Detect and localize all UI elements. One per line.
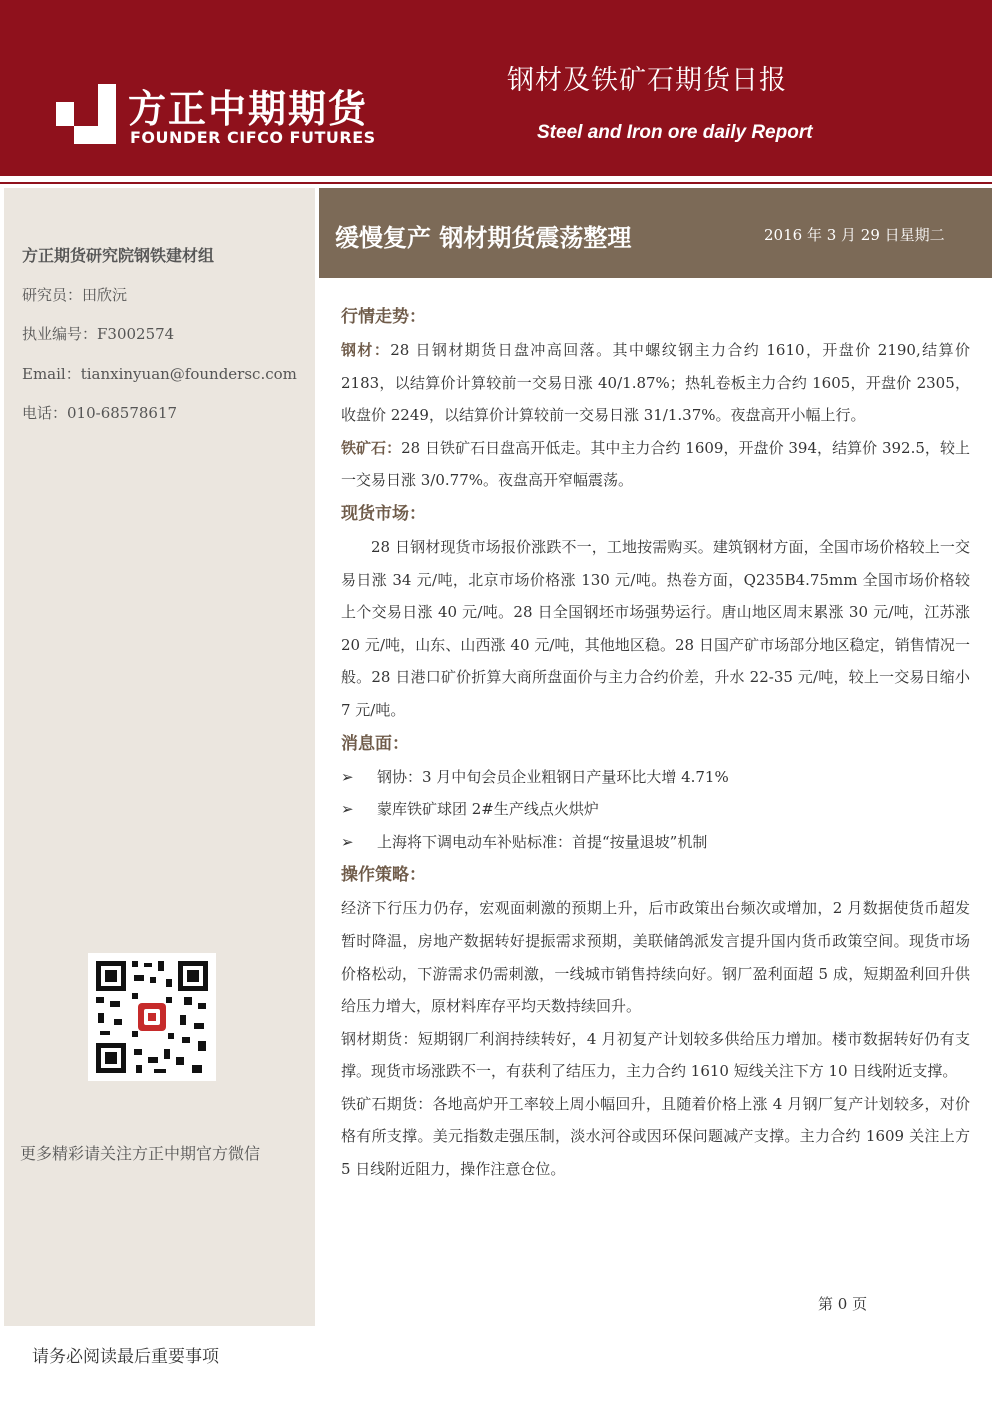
qr-code-icon[interactable] (88, 953, 216, 1081)
spot-heading: 现货市场： (341, 503, 426, 524)
news-item-text: 钢协：3 月中旬会员企业粗钢日产量环比大增 4.71% (377, 767, 729, 786)
bullet-arrow-icon: ➢ (341, 832, 354, 851)
bullet-arrow-icon: ➢ (341, 767, 354, 786)
page-number: 第 0 页 (818, 1295, 868, 1313)
steel-label: 钢材： (341, 341, 391, 359)
report-title-cn: 钢材及铁矿石期货日报 (507, 65, 787, 96)
logo-chinese-name: 方正中期期货 (128, 87, 369, 131)
news-item-text: 蒙库铁矿球团 2#生产线点火烘炉 (377, 800, 599, 819)
phone-contact: 电话：010-68578617 (22, 404, 178, 422)
strategy-heading: 操作策略： (341, 865, 426, 886)
wechat-follow-note: 更多精彩请关注方正中期官方微信 (20, 1144, 261, 1163)
ore-text: 28 日铁矿石日盘高开低走。其中主力合约 1609，开盘价 394，结算价 392.5，较上一交易日涨 3/0.77%。夜盘高开窄幅震荡。 (341, 438, 970, 490)
strategy-paragraph-macro: 经济下行压力仍存，宏观面刺激的预期上升，后市政策出台频次或增加，2 月数据使货币超发暂时降温，房地产数据转好提振需求预期，美联储鸽派发言提升国内货币政策空间。现货市场价格松动，下游需求仍需刺激，一线城市销售持续向好。钢厂盈利面超 5 成，短期盈利回升供给压力增大，原材料库存平均天数持续回升。 (341, 899, 970, 1016)
list-item (341, 793, 970, 826)
logo-english-name: FOUNDER CIFCO FUTURES (130, 128, 376, 147)
ore-paragraph (341, 432, 970, 497)
steel-paragraph (341, 334, 970, 432)
news-list (341, 761, 970, 859)
news-item-text: 上海将下调电动车补贴标准：首提“按量退坡”机制 (377, 832, 708, 851)
news-heading: 消息面： (341, 733, 409, 754)
market-heading: 行情走势： (341, 307, 426, 327)
ore-label: 铁矿石： (341, 438, 402, 457)
steel-text: 28 日钢材期货日盘冲高回落。其中螺纹钢主力合约 1610，开盘价 2190,结算价 2183，以结算价计算较前一交易日涨 40/1.87%；热轧卷板主力合约 1605，开盘价 2305，收盘价 2249，以结算价计算较前一交易日涨 31/1.37%。夜盘高开小幅上行。 (341, 341, 970, 425)
strategy-paragraph-ore: 铁矿石期货：各地高炉开工率较上周小幅回升，且随着价格上涨 4 月钢厂复产计划较多，对价格有所支撑。美元指数走强压制，淡水河谷或因环保问题减产支撑。主力合约 1609 关注上方 5 日线附近阻力，操作注意仓位。 (341, 1094, 970, 1179)
list-item (341, 826, 970, 859)
list-item (341, 761, 970, 794)
strategy-paragraph-steel: 钢材期货：短期钢厂利润持续转好，4 月初复产计划较多供给压力增加。楼市数据转好仍有支撑。现货市场涨跌不一，有获利了结压力，主力合约 1610 短线关注下方 10 日线附近支撑。 (341, 1029, 970, 1081)
email-contact[interactable]: Email：tianxinyuan@foundersc.com (22, 365, 297, 383)
disclaimer-notice: 请务必阅读最后重要事项 (32, 1347, 219, 1367)
report-title-en: Steel and Iron ore daily Report (537, 122, 813, 143)
header-divider (0, 182, 992, 184)
license-number: 执业编号：F3002574 (22, 325, 175, 343)
spot-paragraph: 28 日钢材现货市场报价涨跌不一，工地按需购买。建筑钢材方面，全国市场价格较上一交易日涨 34 元/吨，北京市场价格涨 130 元/吨。热卷方面，Q235B4.75mm 全国市场价格较上个交易日涨 40 元/吨。28 日全国钢坯市场强势运行。唐山地区周末累涨 30 元/吨，江苏涨 20 元/吨，山东、山西涨 40 元/吨，其他地区稳。28 日国产矿市场部分地区稳定，销售情况一般。28 日港口矿价折算大商所盘面价与主力合约价差，升水 22-35 元/吨，较上一交易日缩小 7 元/吨。 (341, 537, 970, 719)
report-headline: 缓慢复产 钢材期货震荡整理 (335, 224, 632, 252)
research-team: 方正期货研究院钢铁建材组 (22, 246, 215, 265)
founder-logo-icon (56, 84, 116, 144)
researcher-name: 研究员：田欣沅 (22, 286, 128, 304)
report-body (341, 300, 970, 1186)
report-date: 2016 年 3 月 29 日星期二 (764, 226, 945, 244)
report-header (0, 0, 992, 176)
bullet-arrow-icon: ➢ (341, 800, 354, 819)
